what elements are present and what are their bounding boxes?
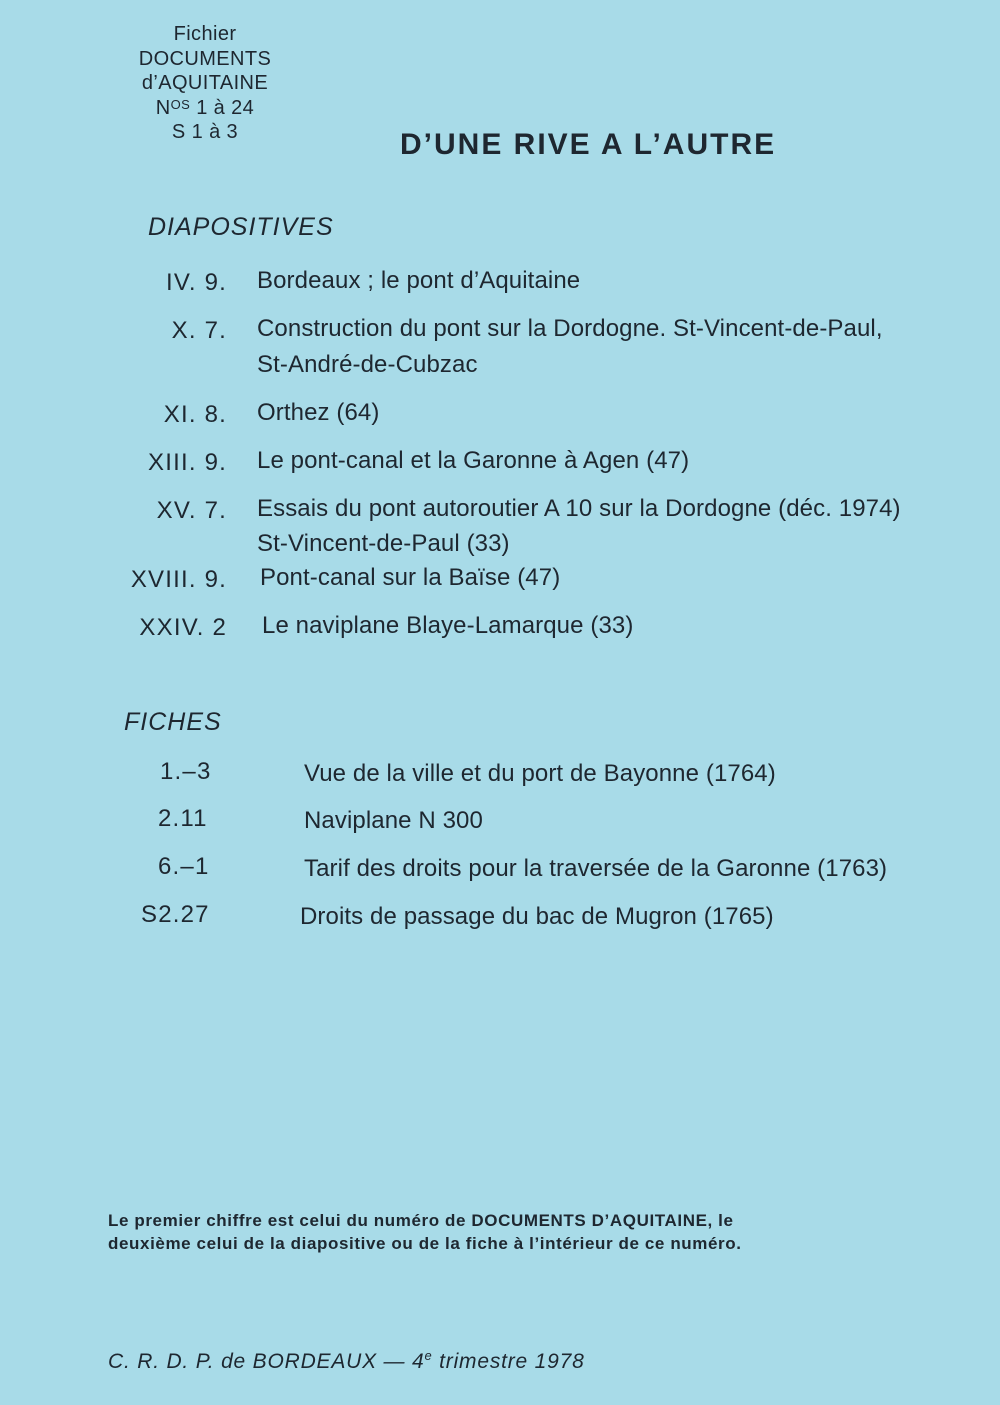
fiches-heading: FICHES xyxy=(124,708,222,736)
footnote xyxy=(108,1209,938,1255)
imprint-ordinal: e xyxy=(424,1348,433,1363)
series-line-numbers xyxy=(110,96,300,121)
diapositive-number: XIII. 9. xyxy=(148,449,227,476)
series-reference xyxy=(110,22,300,145)
diapositive-number: X. 7. xyxy=(171,317,227,344)
series-numbers-prefix: N xyxy=(155,96,171,119)
diapositive-title: Orthez (64) xyxy=(257,399,380,426)
fiche-title: Droits de passage du bac de Mugron (1765) xyxy=(300,903,774,930)
series-line-documents: DOCUMENTS xyxy=(138,47,272,70)
fiche-number: 1.–3 xyxy=(160,758,212,785)
fiche-number: 6.–1 xyxy=(158,853,210,880)
diapositive-number: XV. 7. xyxy=(156,497,227,524)
diapositive-number: IV. 9. xyxy=(165,269,227,296)
publisher-imprint xyxy=(108,1350,585,1374)
fiche-number: 2.11 xyxy=(158,805,208,832)
fiche-title: Vue de la ville et du port de Bayonne (1764) xyxy=(304,760,776,787)
series-line-supplements: S 1 à 3 xyxy=(171,121,239,143)
fiche-title: Naviplane N 300 xyxy=(304,807,483,834)
series-numbers-range: 1 à 24 xyxy=(190,96,255,119)
diapositive-number: XVIII. 9. xyxy=(130,566,227,593)
diapositive-number: XXIV. 2 xyxy=(139,614,227,641)
diapositive-title: Le pont-canal et la Garonne à Agen (47) xyxy=(257,447,690,474)
diapositives-heading: DIAPOSITIVES xyxy=(148,213,334,241)
diapositive-title: Le naviplane Blaye-Lamarque (33) xyxy=(262,612,634,639)
diapositive-title: Construction du pont sur la Dordogne. St-Vincent-de-Paul, xyxy=(257,315,883,342)
diapositive-title-continued: St-Vincent-de-Paul (33) xyxy=(257,530,510,557)
footnote-line: Le premier chiffre est celui du numéro de DOCUMENTS D’AQUITAINE, le xyxy=(108,1211,734,1230)
series-numbers-sup: OS xyxy=(170,96,191,112)
imprint-date: trimestre 1978 xyxy=(432,1350,585,1373)
series-line-fichier: Fichier xyxy=(173,23,237,45)
diapositive-title: Bordeaux ; le pont d’Aquitaine xyxy=(257,267,581,294)
imprint-publisher: C. R. D. P. de BORDEAUX — 4 xyxy=(108,1350,425,1373)
diapositive-title: Pont-canal sur la Baïse (47) xyxy=(260,564,561,591)
series-line-aquitaine: d’AQUITAINE xyxy=(141,72,269,94)
fiche-title: Tarif des droits pour la traversée de la Garonne (1763) xyxy=(304,855,888,882)
diapositive-title-continued: St-André-de-Cubzac xyxy=(257,351,478,378)
fiche-number: S2.27 xyxy=(141,901,210,928)
diapositive-number: XI. 8. xyxy=(163,401,227,428)
page-title: D’UNE RIVE A L’AUTRE xyxy=(400,128,777,161)
footnote-line: deuxième celui de la diapositive ou de la fiche à l’intérieur de ce numéro. xyxy=(108,1234,742,1253)
diapositive-title: Essais du pont autoroutier A 10 sur la Dordogne (déc. 1974) xyxy=(257,495,901,522)
